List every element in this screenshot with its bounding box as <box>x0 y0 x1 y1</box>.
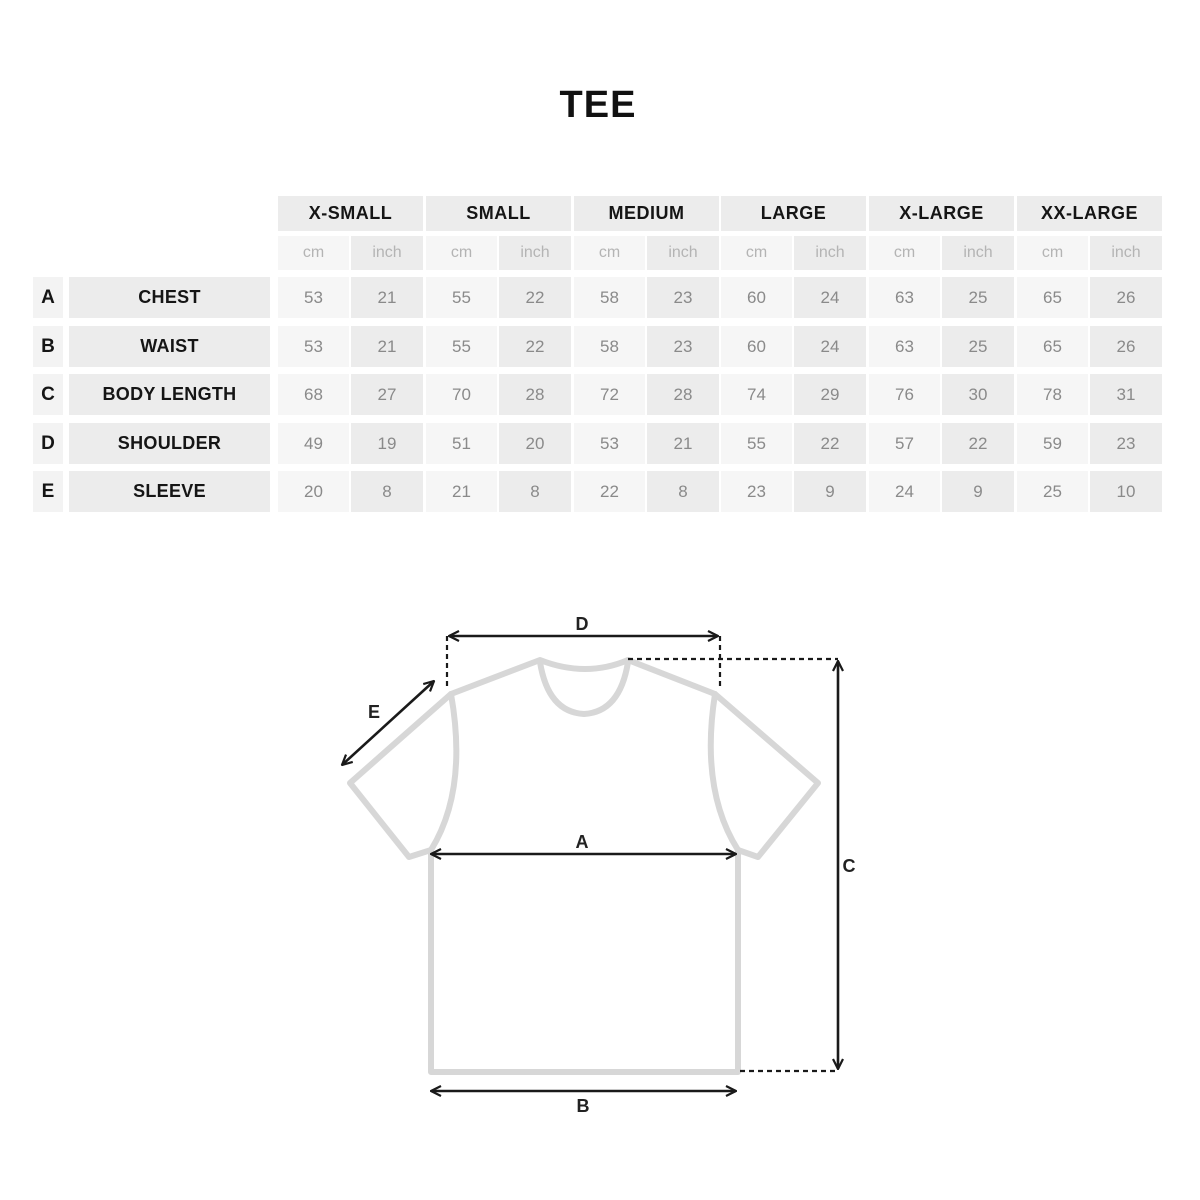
value-cm: 55 <box>721 423 792 464</box>
measurement-name: SHOULDER <box>69 423 270 464</box>
label-c: C <box>842 856 856 876</box>
measurement-letter: C <box>33 374 63 415</box>
size-header: SMALL <box>426 196 571 231</box>
value-cm: 70 <box>426 374 497 415</box>
value-inch: 21 <box>647 423 719 464</box>
unit-header-cm: cm <box>869 236 940 270</box>
value-inch: 24 <box>794 326 866 367</box>
value-cm: 21 <box>426 471 497 512</box>
value-inch: 25 <box>942 326 1014 367</box>
label-d: D <box>575 614 589 634</box>
value-inch: 21 <box>351 326 423 367</box>
value-inch: 25 <box>942 277 1014 318</box>
value-cm: 23 <box>721 471 792 512</box>
tee-outline <box>350 660 818 1072</box>
value-inch: 26 <box>1090 277 1162 318</box>
measurement-letter: D <box>33 423 63 464</box>
value-inch: 28 <box>499 374 571 415</box>
value-cm: 58 <box>574 326 645 367</box>
unit-header-inch: inch <box>499 236 571 270</box>
value-cm: 65 <box>1017 326 1088 367</box>
measurement-letter: B <box>33 326 63 367</box>
measurement-letter: A <box>33 277 63 318</box>
label-a: A <box>575 832 589 852</box>
value-inch: 29 <box>794 374 866 415</box>
value-cm: 51 <box>426 423 497 464</box>
value-cm: 55 <box>426 326 497 367</box>
unit-header-cm: cm <box>1017 236 1088 270</box>
measurement-name: SLEEVE <box>69 471 270 512</box>
value-inch: 10 <box>1090 471 1162 512</box>
measurement-name: BODY LENGTH <box>69 374 270 415</box>
value-inch: 22 <box>499 326 571 367</box>
value-cm: 59 <box>1017 423 1088 464</box>
value-cm: 24 <box>869 471 940 512</box>
label-e: E <box>367 702 381 722</box>
value-inch: 27 <box>351 374 423 415</box>
value-inch: 9 <box>794 471 866 512</box>
tee-right-armhole <box>711 694 738 850</box>
value-cm: 53 <box>278 277 349 318</box>
size-header: X-SMALL <box>278 196 423 231</box>
value-inch: 9 <box>942 471 1014 512</box>
value-cm: 53 <box>574 423 645 464</box>
measurement-name: WAIST <box>69 326 270 367</box>
value-cm: 53 <box>278 326 349 367</box>
value-inch: 20 <box>499 423 571 464</box>
size-header: MEDIUM <box>574 196 719 231</box>
value-cm: 63 <box>869 326 940 367</box>
value-cm: 58 <box>574 277 645 318</box>
value-cm: 74 <box>721 374 792 415</box>
size-header: LARGE <box>721 196 866 231</box>
unit-header-cm: cm <box>426 236 497 270</box>
value-inch: 23 <box>647 326 719 367</box>
value-inch: 22 <box>499 277 571 318</box>
value-cm: 22 <box>574 471 645 512</box>
unit-header-inch: inch <box>351 236 423 270</box>
tee-left-armhole <box>431 694 456 850</box>
value-inch: 8 <box>351 471 423 512</box>
value-inch: 23 <box>647 277 719 318</box>
value-cm: 49 <box>278 423 349 464</box>
value-cm: 57 <box>869 423 940 464</box>
value-inch: 24 <box>794 277 866 318</box>
value-cm: 25 <box>1017 471 1088 512</box>
value-inch: 23 <box>1090 423 1162 464</box>
unit-header-inch: inch <box>942 236 1014 270</box>
value-cm: 68 <box>278 374 349 415</box>
value-inch: 26 <box>1090 326 1162 367</box>
unit-header-inch: inch <box>647 236 719 270</box>
value-cm: 60 <box>721 277 792 318</box>
unit-header-cm: cm <box>721 236 792 270</box>
unit-header-cm: cm <box>574 236 645 270</box>
value-cm: 76 <box>869 374 940 415</box>
value-cm: 72 <box>574 374 645 415</box>
value-cm: 65 <box>1017 277 1088 318</box>
value-cm: 63 <box>869 277 940 318</box>
value-inch: 22 <box>942 423 1014 464</box>
value-cm: 60 <box>721 326 792 367</box>
value-inch: 28 <box>647 374 719 415</box>
measurement-name: CHEST <box>69 277 270 318</box>
value-cm: 20 <box>278 471 349 512</box>
value-inch: 22 <box>794 423 866 464</box>
size-header: X-LARGE <box>869 196 1014 231</box>
value-inch: 21 <box>351 277 423 318</box>
page-title: TEE <box>559 84 637 126</box>
unit-header-cm: cm <box>278 236 349 270</box>
size-header: XX-LARGE <box>1017 196 1162 231</box>
label-b: B <box>576 1096 590 1116</box>
value-inch: 30 <box>942 374 1014 415</box>
value-inch: 19 <box>351 423 423 464</box>
value-inch: 8 <box>647 471 719 512</box>
value-cm: 55 <box>426 277 497 318</box>
value-inch: 31 <box>1090 374 1162 415</box>
value-cm: 78 <box>1017 374 1088 415</box>
value-inch: 8 <box>499 471 571 512</box>
unit-header-inch: inch <box>1090 236 1162 270</box>
measurement-letter: E <box>33 471 63 512</box>
unit-header-inch: inch <box>794 236 866 270</box>
